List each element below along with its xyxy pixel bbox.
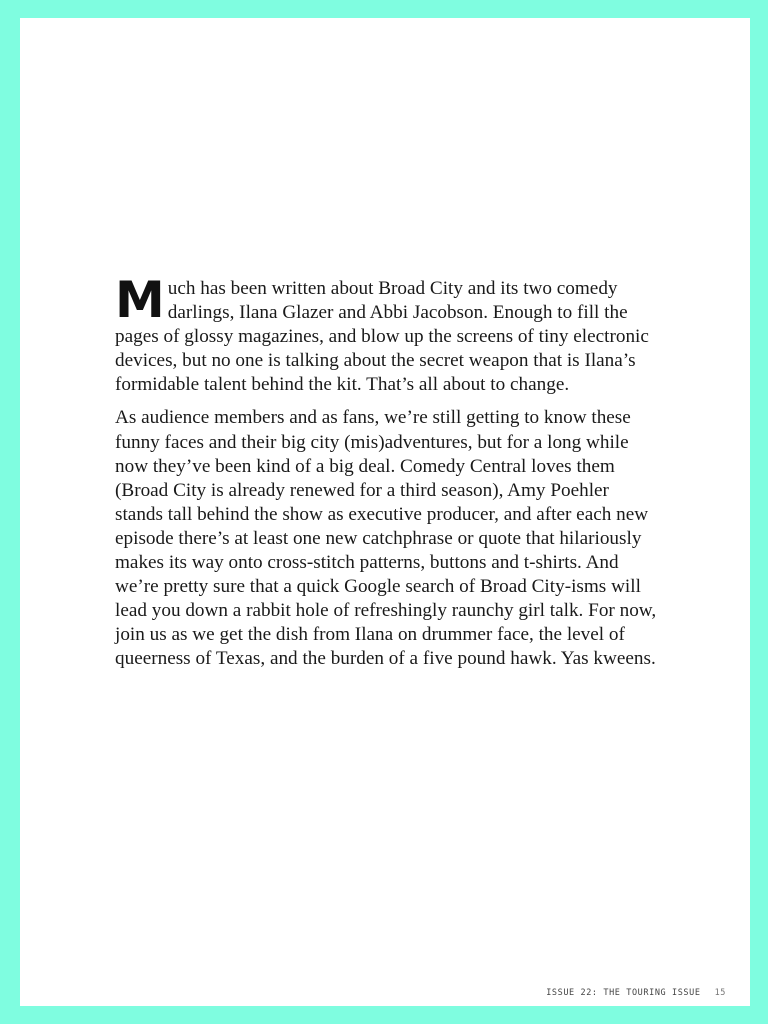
drop-cap: M [115,271,164,329]
page-footer [546,988,726,998]
magazine-page [20,18,750,1006]
page-number: 15 [714,988,726,998]
body-paragraph: As audience members and as fans, we’re still getting to know these funny faces and their big city (mis)adventures, but for a long while now they’ve been kind of a big deal. Comedy Central loves them (Broad City is already renewed for a third season), Amy Poehler stands tall behind the show as executive producer, and after each new episode there’s at least one new catchphrase or quote that hilariously makes its way onto cross-stitch patterns, buttons and t-shirts. And we’re pretty sure that a quick Google search of Broad City-isms will lead you down a rabbit hole of refreshingly raunchy girl talk. For now, join us as we get the dish from Ilana on drummer face, the level of queerness of Texas, and the burden of a five pound hawk. Yas kweens. [115,407,657,670]
intro-paragraph [115,271,660,397]
issue-label: ISSUE 22: THE TOURING ISSUE [546,988,701,998]
article-body [115,271,660,681]
intro-paragraph-text: uch has been written about Broad City and its two comedy darlings, Ilana Glazer and Abbi Jacobson. Enough to fill the pages of glossy magazines, and blow up the screens of tiny electronic devices, but no one is talking about the secret weapon that is Ilana’s formidable talent behind the kit. That’s all about to change. [115,278,649,396]
